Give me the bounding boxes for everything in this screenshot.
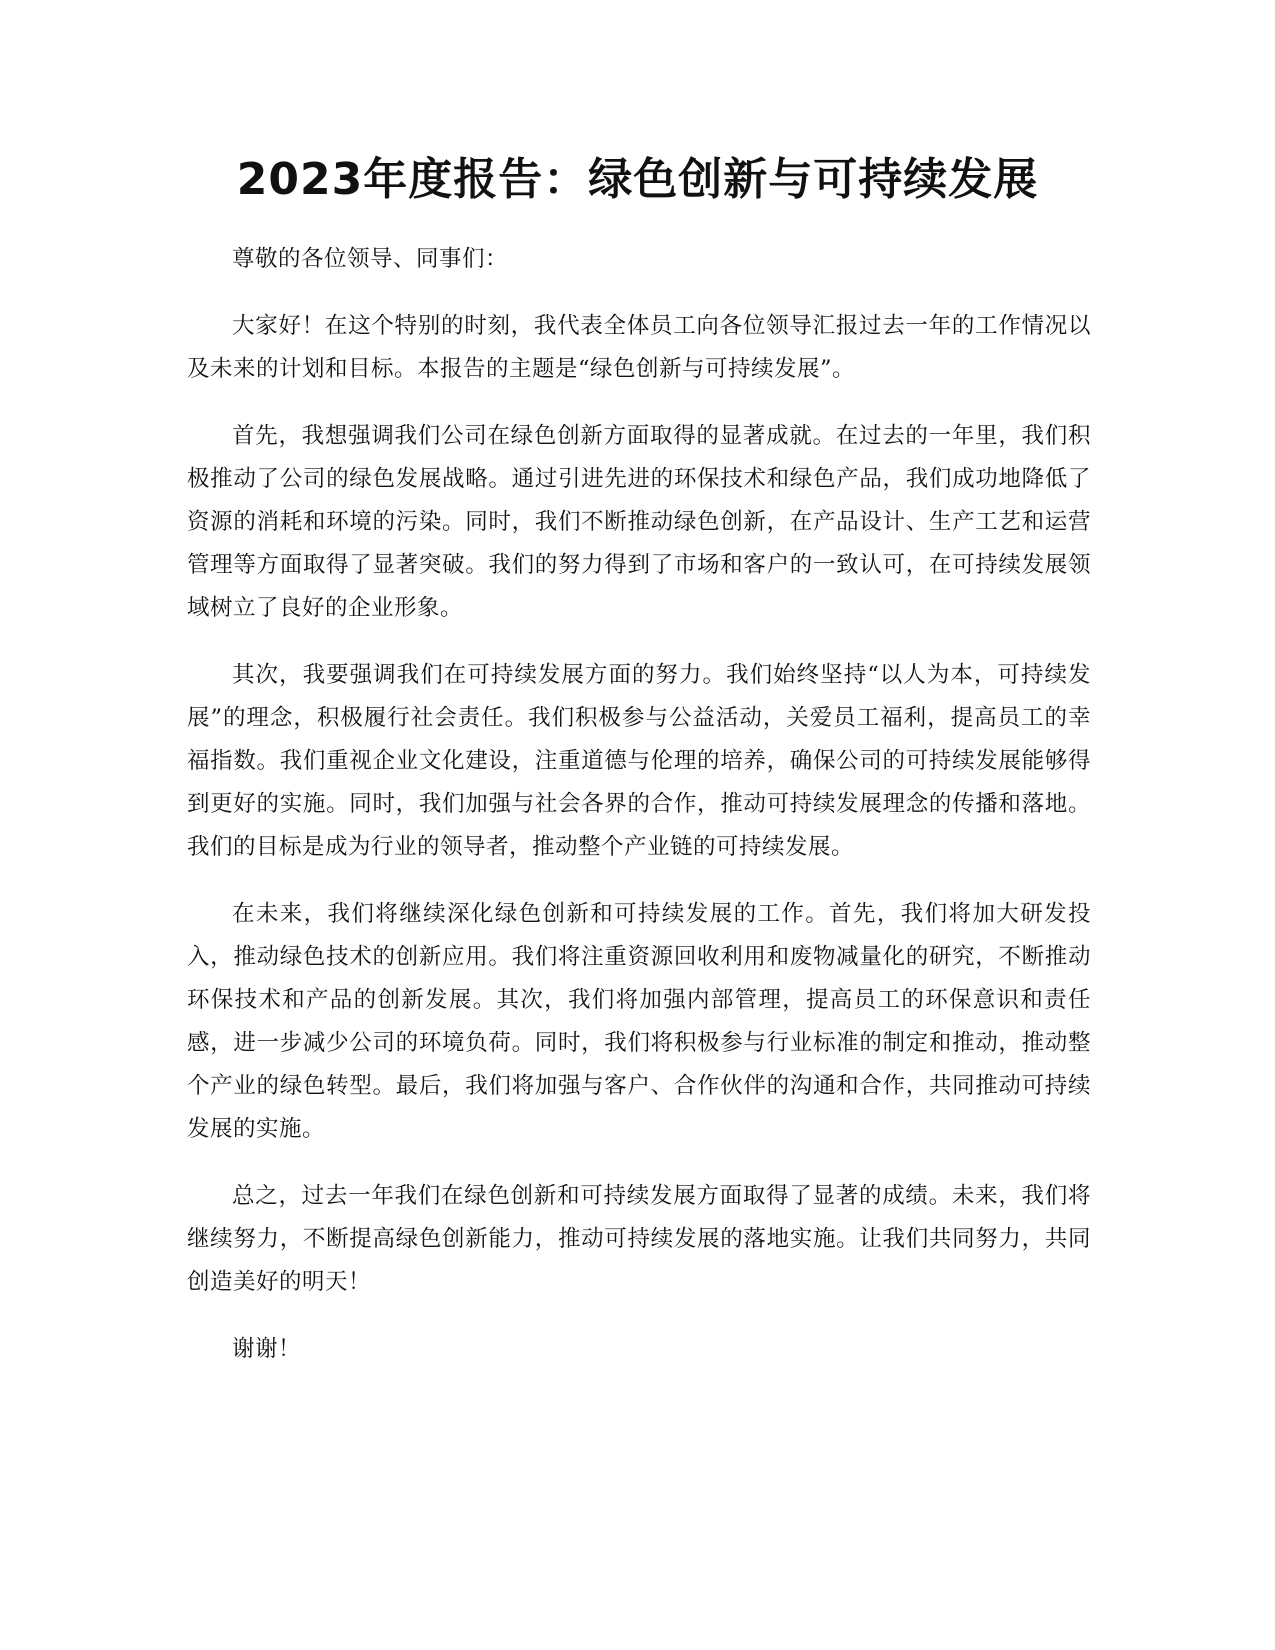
document-title: 2023年度报告：绿色创新与可持续发展: [236, 154, 1039, 205]
greeting-paragraph: 大家好！在这个特别的时刻，我代表全体员工向各位领导汇报过去一年的工作情况以及未来的计划和目标。本报告的主题是“绿色创新与可持续发展”。: [187, 313, 1091, 382]
salutation-paragraph: 尊敬的各位领导、同事们：: [232, 246, 509, 272]
closing-paragraph: 谢谢！: [232, 1336, 302, 1362]
conclusion-paragraph: 总之，过去一年我们在绿色创新和可持续发展方面取得了显著的成绩。未来，我们将继续努力，不断提高绿色创新能力，推动可持续发展的落地实施。让我们共同努力，共同创造美好的明天！: [187, 1183, 1091, 1295]
sustainability-paragraph: 其次，我要强调我们在可持续发展方面的努力。我们始终坚持“以人为本，可持续发展”的理念，积极履行社会责任。我们积极参与公益活动，关爱员工福利，提高员工的幸福指数。我们重视企业文化建设，注重道德与伦理的培养，确保公司的可持续发展能够得到更好的实施。同时，我们加强与社会各界的合作，推动可持续发展理念的传播和落地。我们的目标是成为行业的领导者，推动整个产业链的可持续发展。: [187, 662, 1091, 860]
future-plans-paragraph: 在未来，我们将继续深化绿色创新和可持续发展的工作。首先，我们将加大研发投入，推动绿色技术的创新应用。我们将注重资源回收利用和废物减量化的研究，不断推动环保技术和产品的创新发展。其次，我们将加强内部管理，提高员工的环保意识和责任感，进一步减少公司的环境负荷。同时，我们将积极参与行业标准的制定和推动，推动整个产业的绿色转型。最后，我们将加强与客户、合作伙伴的沟通和合作，共同推动可持续发展的实施。: [187, 901, 1091, 1142]
green-innovation-paragraph: 首先，我想强调我们公司在绿色创新方面取得的显著成就。在过去的一年里，我们积极推动了公司的绿色发展战略。通过引进先进的环保技术和绿色产品，我们成功地降低了资源的消耗和环境的污染。同时，我们不断推动绿色创新，在产品设计、生产工艺和运营管理等方面取得了显著突破。我们的努力得到了市场和客户的一致认可，在可持续发展领域树立了良好的企业形象。: [187, 423, 1091, 621]
document-body: [187, 238, 1091, 1395]
